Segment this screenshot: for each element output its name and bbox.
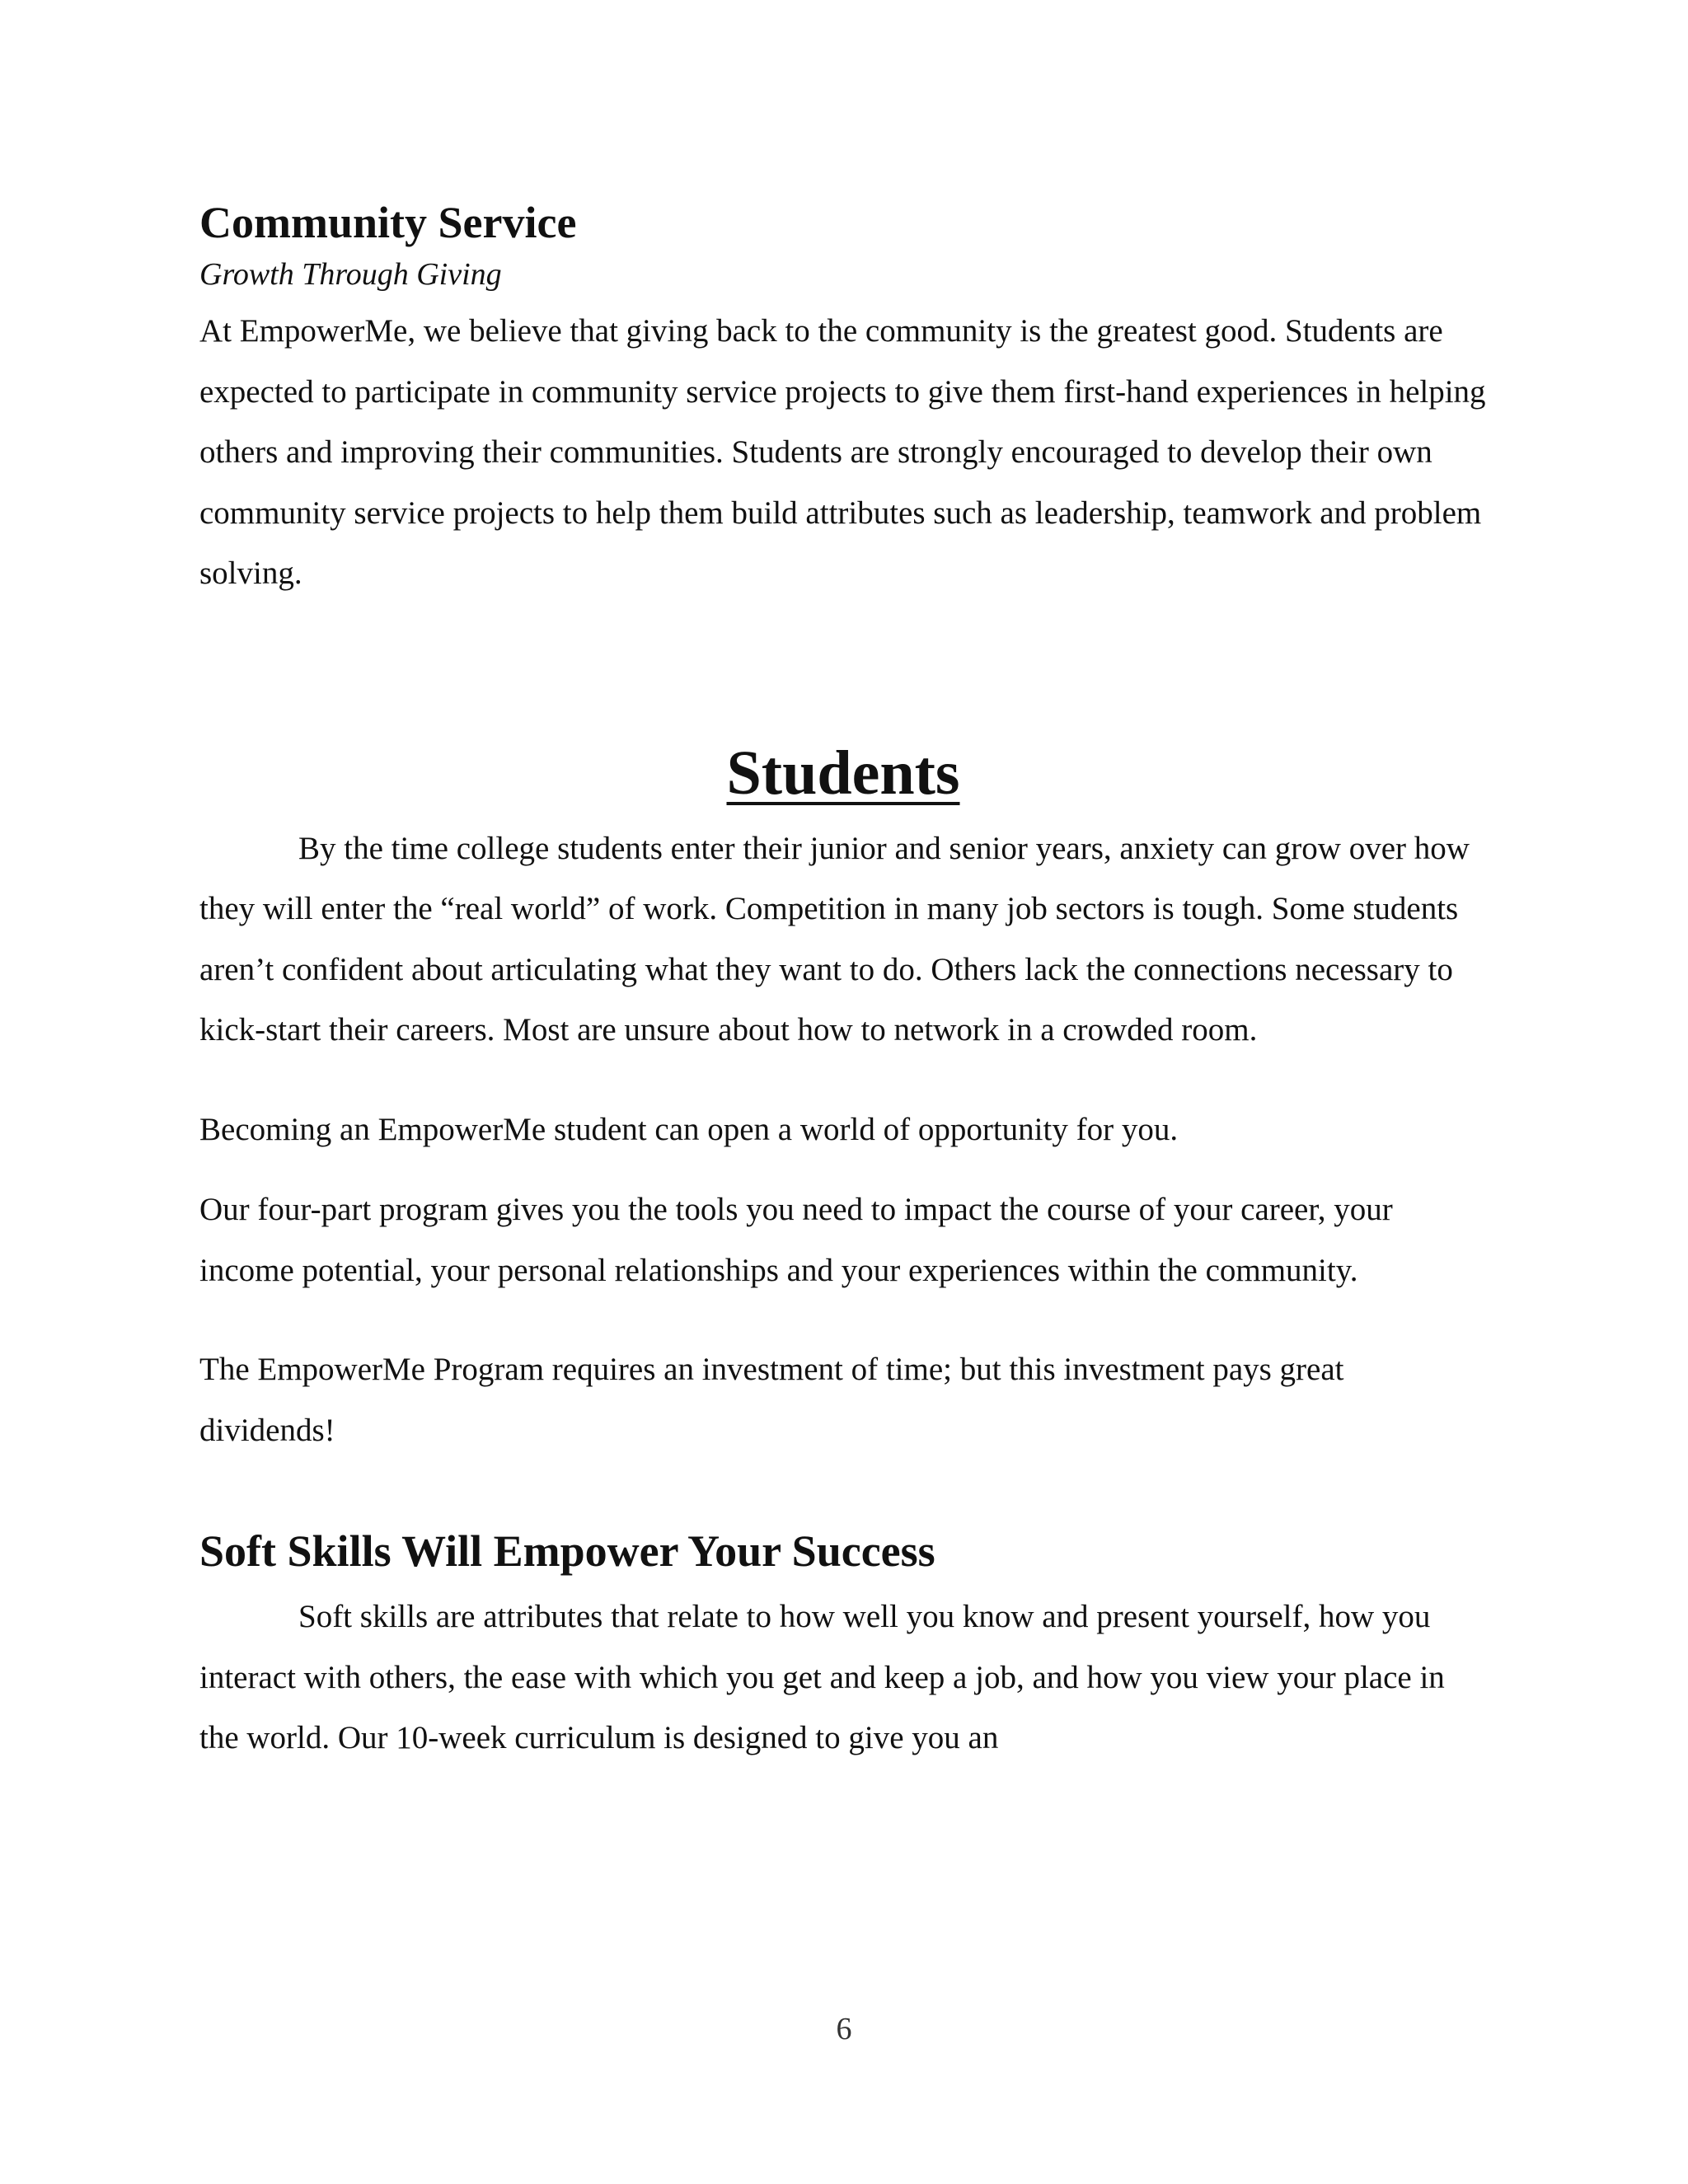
community-service-subheading: Growth Through Giving: [199, 257, 502, 292]
students-paragraph-3: Our four-part program gives you the tools you need to impact the course of your career, your income potential, your personal relationships and your experiences within the community.: [199, 1192, 1393, 1288]
soft-skills-heading: Soft Skills Will Empower Your Success: [199, 1526, 935, 1576]
students-paragraph-2: Becoming an EmpowerMe student can open a world of opportunity for you.: [199, 1111, 1179, 1147]
community-service-body: At EmpowerMe, we believe that giving back to the community is the greatest good. Students are expected to participate in community service projects to give them first-hand experiences in helping others and improving their communities. Students are strongly encouraged to develop their own community service projects to help them build attributes such as leadership, teamwork and problem solving.: [199, 313, 1486, 591]
document-page: [199, 194, 1487, 1769]
soft-skills-body: Soft skills are attributes that relate to how well you know and present yourself, how you interact with others, the ease with which you get and keep a job, and how you view your place in the world. Our 10-week curriculum is designed to give you an: [199, 1599, 1445, 1755]
students-paragraph-4: The EmpowerMe Program requires an investment of time; but this investment pays great dividends!: [199, 1352, 1344, 1448]
page-number: 6: [836, 2012, 852, 2046]
students-heading: Students: [726, 738, 960, 808]
community-service-heading: Community Service: [199, 198, 577, 247]
students-paragraph-1: By the time college students enter their junior and senior years, anxiety can grow over how they will enter the “real world” of work. Competition in many job sectors is tough. Some students aren’t confident about articulating what they want to do. Others lack the connections necessary to kick-start their careers. Most are unsure about how to network in a crowded room.: [199, 830, 1470, 1047]
